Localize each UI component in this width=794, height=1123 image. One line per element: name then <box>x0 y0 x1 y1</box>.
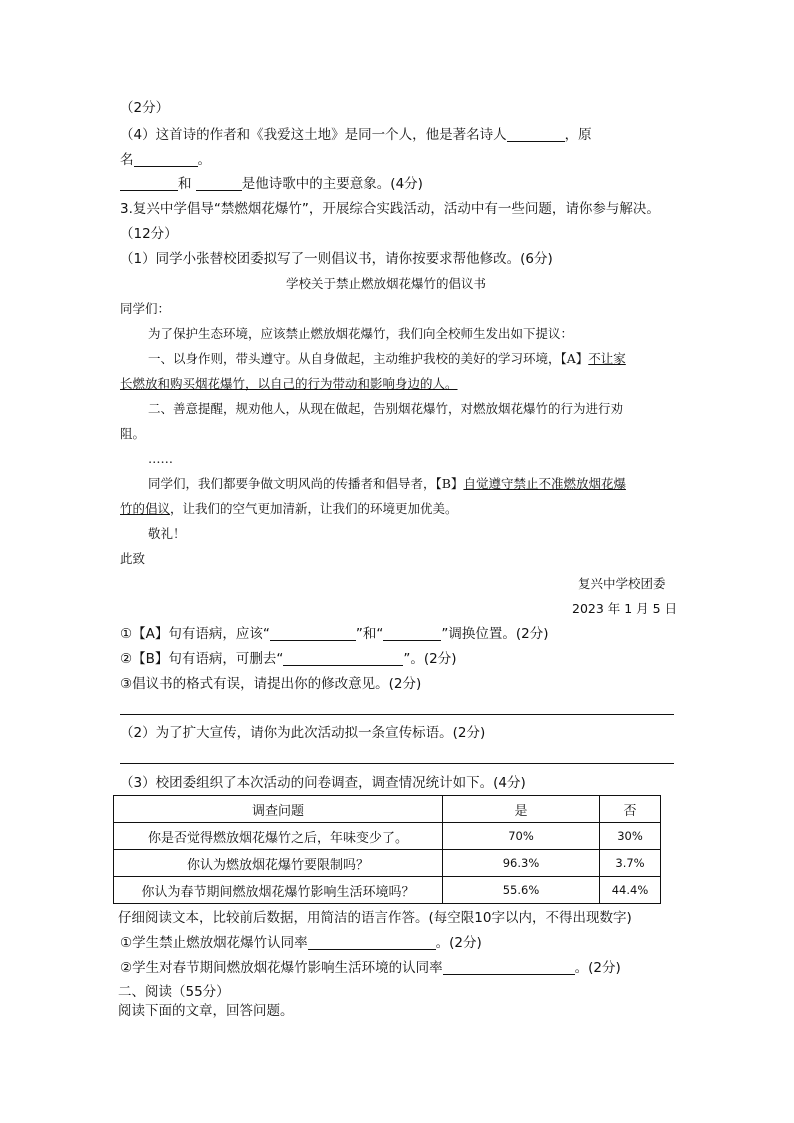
survey-header-row <box>114 796 661 823</box>
survey-table <box>113 795 661 904</box>
sub-question-1: （1）同学小张替校团委拟写了一则倡议书，请你按要求帮他修改。(6分) <box>120 251 553 267</box>
letter-title: 学校关于禁止燃放烟花爆竹的倡议书 <box>286 276 487 291</box>
question-4-and: 和 <box>178 176 192 192</box>
answer-1-blank[interactable] <box>308 935 436 950</box>
letter-p4-text-cont: ，让我们的空气更加清新，让我们的环境更加优美。 <box>170 501 458 516</box>
survey-yes-value: 96.3% <box>443 850 600 877</box>
sentence-a-underlined: 不让家 <box>588 351 626 366</box>
survey-row <box>114 877 661 904</box>
survey-no-value: 30% <box>600 823 661 850</box>
letter-p2-text: 一、以身作则，带头遵守。从自身做起，主动维护我校的美好的学习环境，【A】 <box>148 351 589 366</box>
letter-paragraph-1: 为了保护生态环境，应该禁止燃放烟花爆竹，我们向全校师生发出如下提议： <box>148 326 574 341</box>
score-note: （2分） <box>120 100 170 116</box>
swap-blank-2[interactable] <box>383 626 441 641</box>
sentence-b-underlined-cont: 竹的倡议 <box>120 501 171 516</box>
question-4-line <box>120 125 592 145</box>
survey-yes-value: 55.6% <box>443 877 600 904</box>
question-3-heading: 3.复兴中学倡导“禁燃烟花爆竹”，开展综合实践活动，活动中有一些问题，请你参与解决。 <box>120 201 660 217</box>
answer-instructions: 仔细阅读文本，比较前后数据，用简洁的语言作答。(每空限10字以内，不得出现数字) <box>118 910 632 926</box>
sub-question-2: （2）为了扩大宣传，请你为此次活动拟一条宣传标语。(2分) <box>120 725 486 741</box>
answer-1-text: ①学生禁止燃放烟花爆竹认同率 <box>120 935 308 951</box>
survey-row <box>114 823 661 850</box>
letter-p4-text: 同学们，我们都要争做文明风尚的传播者和倡导者，【B】 <box>148 476 464 491</box>
question-4-line-2 <box>120 150 211 170</box>
sentence-a-underlined-cont: 长燃放和购买烟花爆竹，以自己的行为带动和影响身边的人。 <box>120 376 458 391</box>
swap-blank-1[interactable] <box>270 626 356 641</box>
survey-yes-value: 70% <box>443 823 600 850</box>
question-4-period: 。 <box>197 152 211 168</box>
question-4-text: （4）这首诗的作者和《我爱这土地》是同一个人，他是著名诗人 <box>120 127 507 143</box>
letter-ellipsis: …… <box>148 451 173 466</box>
correction-1-text: ①【A】句有语病，应该“ <box>120 626 270 642</box>
survey-no-value: 3.7% <box>600 850 661 877</box>
correction-3: ③倡议书的格式有误，请提出你的修改意见。(2分) <box>120 676 422 692</box>
letter-closing: 敬礼！ <box>148 526 186 541</box>
question-4-line-3 <box>120 174 423 194</box>
header-yes: 是 <box>443 796 600 823</box>
correction-2-tail: ”。(2分) <box>403 651 457 667</box>
original-name-blank[interactable] <box>134 152 198 167</box>
question-4-text-cont: ，原 <box>564 127 592 143</box>
answer-1-tail: 。(2分) <box>435 935 482 951</box>
survey-row <box>114 850 661 877</box>
survey-question: 你认为燃放烟花爆竹要限制吗？ <box>114 850 443 877</box>
correction-2-text: ②【B】句有语病，可删去“ <box>120 651 284 667</box>
section-2-heading: 二、阅读（55分） <box>118 984 230 1000</box>
question-4-imagery-text: 是他诗歌中的主要意象。(4分) <box>241 176 423 192</box>
question-4-ming: 名 <box>120 152 134 168</box>
reading-instructions: 阅读下面的文章，回答问题。 <box>118 1003 294 1019</box>
letter-paragraph-4 <box>148 474 626 494</box>
answer-1 <box>120 933 482 953</box>
poet-name-blank[interactable] <box>507 127 565 142</box>
answer-2-text: ②学生对春节期间燃放烟花爆竹影响生活环境的认同率 <box>120 960 443 976</box>
imagery-blank-2[interactable] <box>196 176 242 191</box>
header-no: 否 <box>600 796 661 823</box>
survey-no-value: 44.4% <box>600 877 661 904</box>
letter-date: 2023 年 1 月 5 日 <box>572 601 678 616</box>
letter-paragraph-2-cont <box>120 374 458 394</box>
sentence-b-underlined: 自觉遵守禁止不准燃放烟花爆 <box>463 476 626 491</box>
sub-question-3: （3）校团委组织了本次活动的问卷调查，调查情况统计如下。(4分) <box>120 775 526 791</box>
letter-paragraph-3-cont: 阻。 <box>120 426 146 441</box>
answer-2-tail: 。(2分) <box>574 960 621 976</box>
correction-2 <box>120 649 456 669</box>
letter-paragraph-4-cont <box>120 499 458 519</box>
survey-question: 你是否觉得燃放烟花爆竹之后，年味变少了。 <box>114 823 443 850</box>
answer-line-format[interactable] <box>120 714 674 715</box>
imagery-blank-1[interactable] <box>120 176 178 191</box>
correction-1 <box>120 624 548 644</box>
correction-1-and: ”和“ <box>355 626 384 642</box>
letter-paragraph-3: 二、善意提醒，规劝他人，从现在做起，告别烟花爆竹，对燃放烟花爆竹的行为进行劝 <box>148 401 624 416</box>
survey-question: 你认为春节期间燃放烟花爆竹影响生活环境吗？ <box>114 877 443 904</box>
letter-salutation: 同学们： <box>120 301 171 316</box>
correction-1-tail: ”调换位置。(2分) <box>441 626 549 642</box>
letter-cizhi: 此致 <box>120 551 146 566</box>
letter-signer: 复兴中学校团委 <box>578 576 666 591</box>
answer-2 <box>120 958 621 978</box>
letter-paragraph-2 <box>148 349 626 369</box>
answer-2-blank[interactable] <box>443 960 575 975</box>
header-question: 调查问题 <box>114 796 443 823</box>
question-3-score: （12分） <box>120 226 178 242</box>
delete-word-blank[interactable] <box>283 651 403 666</box>
answer-line-slogan[interactable] <box>120 763 674 764</box>
